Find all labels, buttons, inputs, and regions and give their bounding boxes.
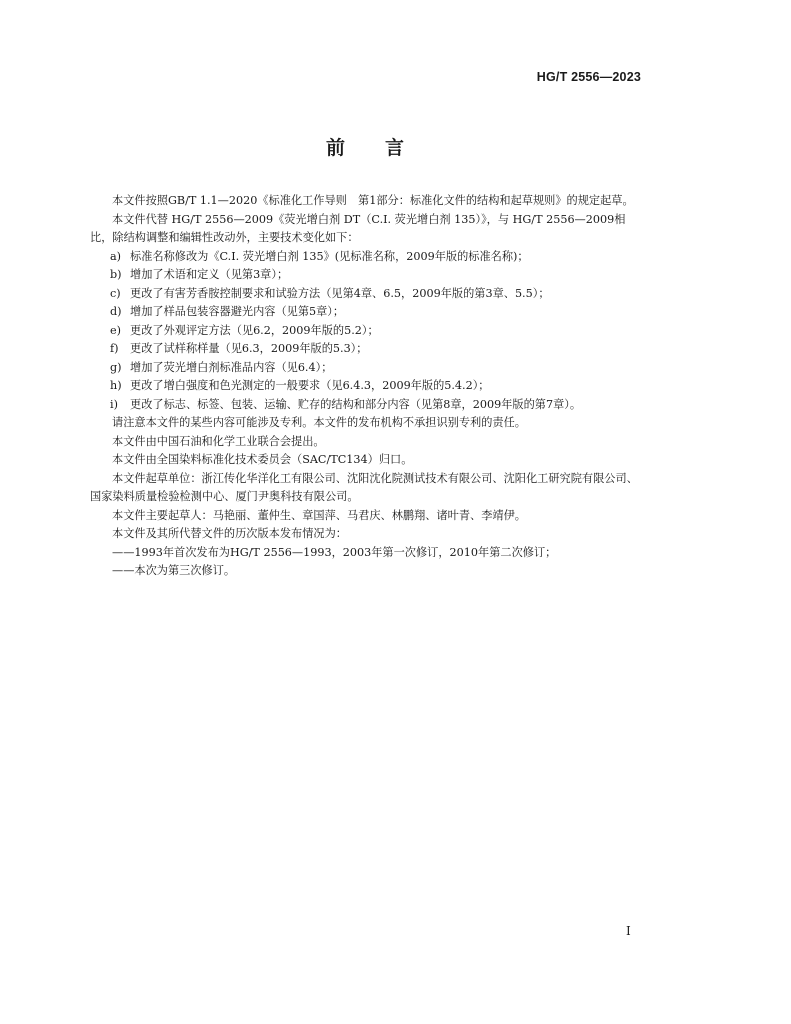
list-item xyxy=(90,377,642,396)
list-text: 更改了增白强度和色光测定的一般要求（见6.4.3，2009年版的5.4.2）； xyxy=(130,379,490,392)
history-list xyxy=(90,544,642,581)
list-mark: e) xyxy=(110,323,121,337)
list-mark: i) xyxy=(110,397,118,411)
list-item xyxy=(90,303,642,322)
list-text: 标准名称修改为《C.I. 荧光增白剂 135》(见标准名称，2009年版的标准名称)； xyxy=(130,249,529,263)
list-mark: g) xyxy=(110,360,122,374)
list-text: 增加了样品包装容器避光内容（见第5章）； xyxy=(130,305,345,318)
paragraph-drafters: 本文件主要起草人：马艳丽、董仲生、章国萍、马君庆、林鹏翔、诸叶青、李靖伊。 xyxy=(112,508,526,522)
list-text: 增加了荧光增白剂标准品内容（见6.4）； xyxy=(130,360,333,374)
list-item xyxy=(90,396,642,415)
list-text: 更改了试样称样量（见6.3，2009年版的5.3）； xyxy=(130,342,368,355)
list-text: 更改了外观评定方法（见6.2，2009年版的5.2）； xyxy=(130,323,379,337)
list-mark: h) xyxy=(110,379,122,392)
list-item xyxy=(90,340,642,359)
list-item xyxy=(90,285,642,304)
list-mark: f) xyxy=(110,342,119,355)
changes-list xyxy=(90,248,642,415)
title-part-1: 前 xyxy=(325,137,345,159)
paragraph-proposer: 本文件由中国石油和化学工业联合会提出。 xyxy=(112,434,325,448)
paragraph-drafting-rules: 本文件按照GB/T 1.1—2020《标准化工作导则 第1部分：标准化文件的结构和起草规则》的规定起草。 xyxy=(112,194,634,207)
list-mark: a) xyxy=(110,249,122,263)
page-number: I xyxy=(626,924,631,938)
list-mark: d) xyxy=(110,305,122,318)
paragraph-technical-committee: 本文件由全国染料标准化技术委员会（SAC/TC134）归口。 xyxy=(112,453,413,466)
foreword-body xyxy=(90,192,642,581)
paragraph-patent-notice: 请注意本文件的某些内容可能涉及专利。本文件的发布机构不承担识别专利的责任。 xyxy=(112,416,526,429)
list-item xyxy=(90,248,642,267)
history-item: ——本次为第三次修订。 xyxy=(112,564,236,577)
list-text: 更改了有害芳香胺控制要求和试验方法（见第4章、6.5，2009年版的第3章、5.5）； xyxy=(130,286,550,300)
list-mark: c) xyxy=(110,286,121,300)
list-mark: b) xyxy=(110,268,122,281)
history-item: ——1993年首次发布为HG/T 2556—1993，2003年第一次修订，2010年第二次修订； xyxy=(112,545,557,559)
list-text: 更改了标志、标签、包装、运输、贮存的结构和部分内容（见第8章，2009年版的第7章）。 xyxy=(130,397,582,411)
paragraph-history-intro: 本文件及其所代替文件的历次版本发布情况为： xyxy=(112,527,347,540)
paragraph-drafting-units: 本文件起草单位：浙江传化华洋化工有限公司、沈阳沈化院测试技术有限公司、沈阳化工研究院有限公司、国家染料质量检验检测中心、厦门尹奥科技有限公司。 xyxy=(90,471,638,503)
title-part-2: 言 xyxy=(385,137,405,159)
paragraph-replacement: 本文件代替 HG/T 2556—2009《荧光增白剂 DT（C.I. 荧光增白剂 135）》，与 HG/T 2556—2009相比，除结构调整和编辑性改动外，主要技术变化如下： xyxy=(90,212,626,244)
list-item xyxy=(90,359,642,378)
page-title xyxy=(0,133,730,160)
standard-number: HG/T 2556—2023 xyxy=(536,70,641,84)
list-item xyxy=(90,266,642,285)
list-text: 增加了术语和定义（见第3章）； xyxy=(130,268,289,281)
list-item xyxy=(90,322,642,341)
